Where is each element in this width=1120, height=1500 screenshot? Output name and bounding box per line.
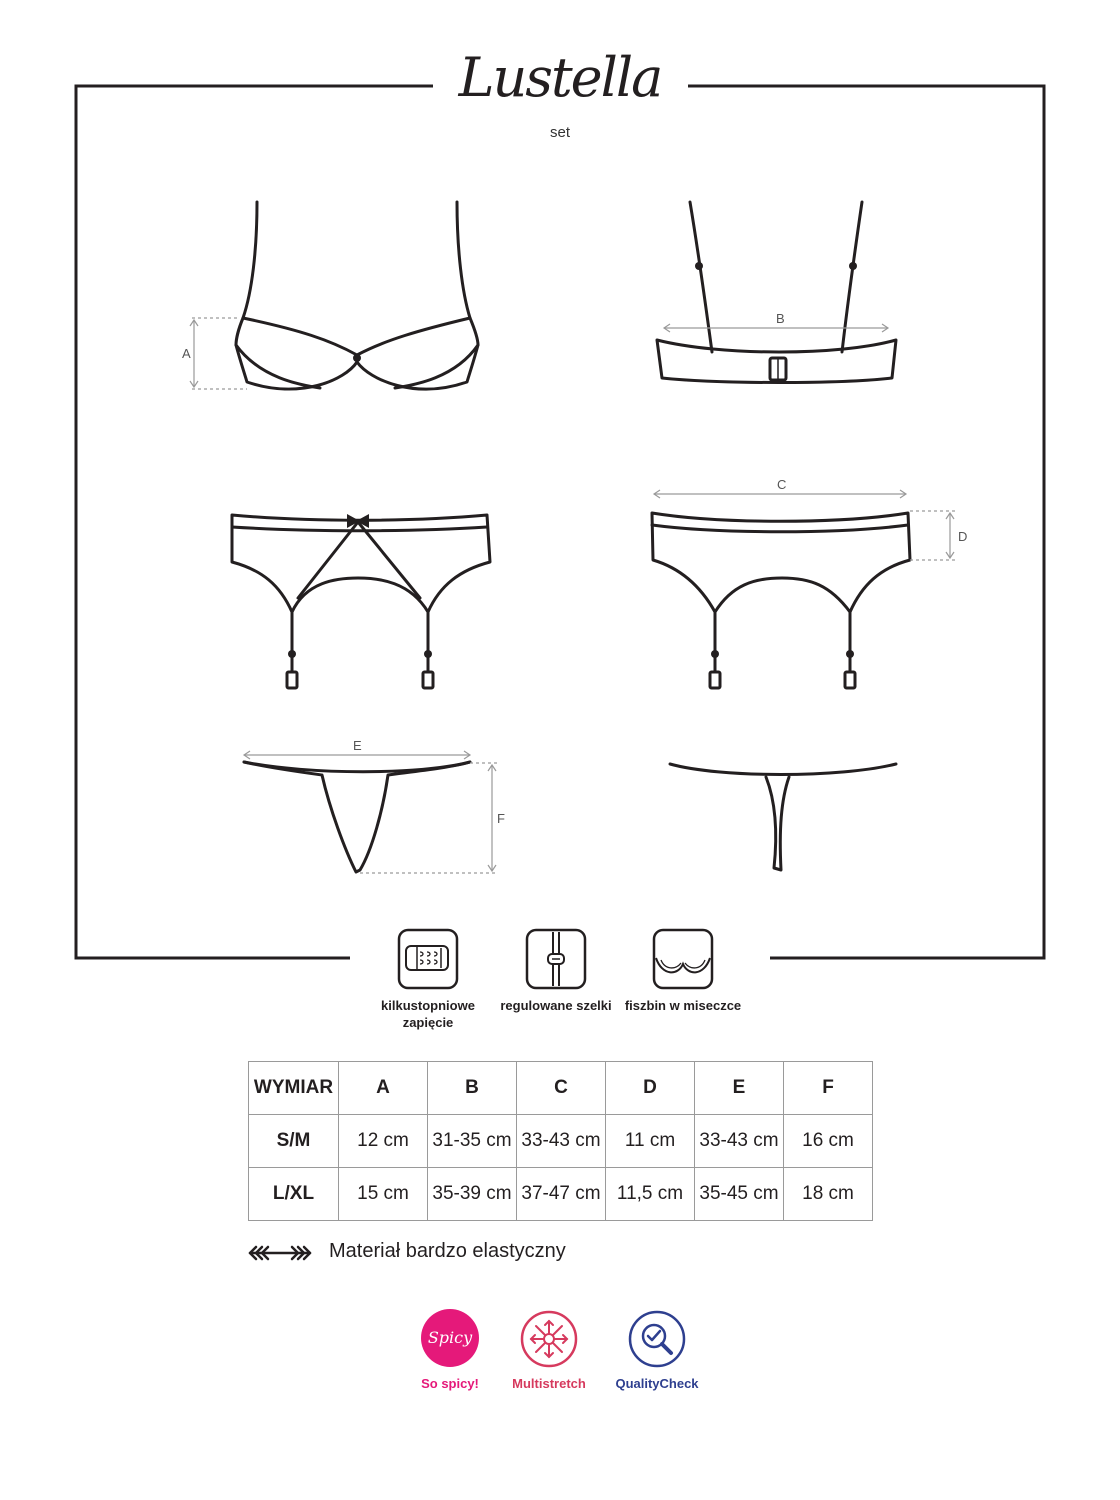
thong-back-drawing [670,764,896,870]
badge-label-spicy: So spicy! [421,1376,479,1391]
adjustable-strap-icon [525,928,587,990]
table-cell: 15 cm [339,1168,428,1221]
dimension-b-label: B [776,311,785,326]
feature-label-closure: kilkustopniowe zapięcie [381,998,475,1030]
table-header-cell: E [695,1062,784,1115]
underwire-cup-icon [652,928,714,990]
badge-label-multistretch: Multistretch [512,1376,586,1391]
garter-belt-front-drawing [232,515,490,688]
table-cell: 33-43 cm [517,1115,606,1168]
spicy-icon-text: Spicy [427,1328,473,1347]
table-header-cell: C [517,1062,606,1115]
table-cell: L/XL [249,1168,339,1221]
dimension-c-label: C [777,477,787,492]
brand-subtitle: set [549,124,570,141]
table-cell: 18 cm [784,1168,873,1221]
feature-label-underwire: fiszbin w miseczce [624,998,742,1013]
table-cell: S/M [249,1115,339,1168]
dimension-f-label: F [497,811,505,826]
table-header-cell: A [339,1062,428,1115]
table-header-cell: D [606,1062,695,1115]
dimension-e-label: E [353,738,362,753]
badge-label-qualitycheck: QualityCheck [615,1376,699,1391]
table-header-cell: F [784,1062,873,1115]
table-cell: 16 cm [784,1115,873,1168]
table-cell: 31-35 cm [428,1115,517,1168]
spicy-icon [421,1309,479,1367]
bra-back-drawing [657,202,896,383]
table-cell: 37-47 cm [517,1168,606,1221]
frame-border [76,86,1044,958]
dimension-d [910,511,956,560]
table-cell: 11 cm [606,1115,695,1168]
table-header-cell: B [428,1062,517,1115]
brand-logo: Lustella [458,46,662,109]
table-header-row [249,1062,873,1115]
multistretch-icon [519,1309,579,1369]
dimension-d-label: D [958,529,968,544]
table-header-cell: WYMIAR [249,1062,339,1115]
table-row [249,1115,873,1168]
quality-check-icon [627,1309,687,1369]
elastic-note: Materiał bardzo elastyczny [329,1240,566,1262]
table-cell: 11,5 cm [606,1168,695,1221]
stretch-arrows-icon [246,1244,314,1262]
hook-eye-closure-icon [397,928,459,990]
dimension-a-label: A [182,346,191,361]
garter-belt-back-drawing [652,513,910,688]
table-cell: 12 cm [339,1115,428,1168]
table-cell: 33-43 cm [695,1115,784,1168]
size-table [248,1061,873,1221]
table-cell: 35-45 cm [695,1168,784,1221]
thong-front-drawing [244,762,470,872]
table-cell: 35-39 cm [428,1168,517,1221]
table-row [249,1168,873,1221]
feature-label-straps: regulowane szelki [500,998,612,1013]
